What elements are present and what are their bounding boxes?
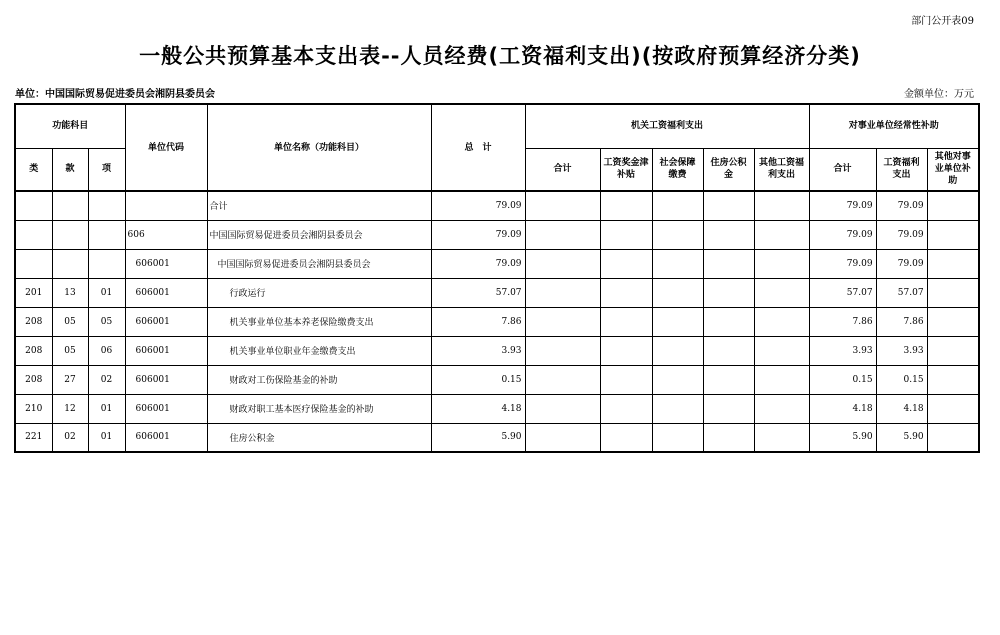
header-inst-salary: 工资福利支出 (876, 148, 927, 191)
cell-inst-other (927, 394, 979, 423)
cell-xiang: 05 (88, 307, 125, 336)
cell-total: 57.07 (431, 278, 525, 307)
cell-total: 79.09 (431, 191, 525, 220)
cell-kuan: 27 (52, 365, 88, 394)
cell-xiang (88, 220, 125, 249)
cell-org-social (652, 307, 703, 336)
cell-unit-name: 住房公积金 (207, 423, 431, 452)
cell-inst-subtotal: 0.15 (809, 365, 876, 394)
table-row (15, 249, 979, 278)
cell-kuan: 02 (52, 423, 88, 452)
header-inst-subtotal: 合计 (809, 148, 876, 191)
cell-inst-subtotal: 79.09 (809, 191, 876, 220)
amount-unit: 金额单位：万元 (904, 89, 974, 100)
cell-total: 79.09 (431, 220, 525, 249)
cell-lei (15, 249, 52, 278)
cell-org-bonus (600, 278, 652, 307)
cell-org-bonus (600, 307, 652, 336)
budget-table (14, 103, 980, 453)
cell-inst-other (927, 365, 979, 394)
cell-lei (15, 220, 52, 249)
form-code: 部门公开表09 (911, 16, 974, 27)
cell-org-housing (703, 423, 754, 452)
header-total: 总 计 (431, 104, 525, 191)
cell-kuan: 05 (52, 307, 88, 336)
cell-xiang: 01 (88, 278, 125, 307)
cell-org-subtotal (525, 394, 600, 423)
cell-org-social (652, 394, 703, 423)
cell-inst-salary: 7.86 (876, 307, 927, 336)
cell-lei: 208 (15, 365, 52, 394)
page-title: 一般公共预算基本支出表--人员经费(工资福利支出)(按政府预算经济分类) (139, 44, 861, 68)
cell-inst-other (927, 278, 979, 307)
cell-org-social (652, 191, 703, 220)
header-func-subject: 功能科目 (15, 104, 125, 148)
cell-org-housing (703, 191, 754, 220)
cell-org-subtotal (525, 249, 600, 278)
cell-total: 3.93 (431, 336, 525, 365)
table-row (15, 191, 979, 220)
cell-org-subtotal (525, 191, 600, 220)
cell-org-bonus (600, 365, 652, 394)
cell-xiang: 06 (88, 336, 125, 365)
cell-inst-subtotal: 5.90 (809, 423, 876, 452)
cell-org-bonus (600, 191, 652, 220)
cell-unit-name: 财政对工伤保险基金的补助 (207, 365, 431, 394)
cell-unit-code (125, 191, 207, 220)
cell-org-other (754, 423, 809, 452)
cell-xiang (88, 191, 125, 220)
cell-unit-code: 606001 (125, 278, 207, 307)
cell-unit-name: 机关事业单位基本养老保险缴费支出 (207, 307, 431, 336)
header-org-social: 社会保障缴费 (652, 148, 703, 191)
cell-inst-salary: 4.18 (876, 394, 927, 423)
cell-kuan (52, 249, 88, 278)
cell-unit-name: 财政对职工基本医疗保险基金的补助 (207, 394, 431, 423)
cell-org-social (652, 220, 703, 249)
header-lei: 类 (15, 148, 52, 191)
cell-xiang: 02 (88, 365, 125, 394)
cell-inst-salary: 3.93 (876, 336, 927, 365)
cell-org-housing (703, 336, 754, 365)
cell-inst-subtotal: 57.07 (809, 278, 876, 307)
table-row (15, 278, 979, 307)
unit-label: 单位： (15, 89, 45, 100)
cell-total: 5.90 (431, 423, 525, 452)
cell-org-other (754, 278, 809, 307)
cell-org-bonus (600, 394, 652, 423)
cell-unit-name: 中国国际贸易促进委员会湘阴县委员会 (207, 249, 431, 278)
header-org-housing: 住房公积金 (703, 148, 754, 191)
cell-org-bonus (600, 249, 652, 278)
table-row (15, 220, 979, 249)
cell-lei (15, 191, 52, 220)
cell-total: 79.09 (431, 249, 525, 278)
cell-unit-code: 606001 (125, 394, 207, 423)
unit-line (15, 85, 215, 100)
table-row (15, 365, 979, 394)
table-row (15, 336, 979, 365)
cell-org-housing (703, 278, 754, 307)
cell-unit-code: 606 (125, 220, 207, 249)
table-body (15, 191, 979, 452)
cell-unit-name: 合计 (207, 191, 431, 220)
cell-org-housing (703, 220, 754, 249)
table-row (15, 307, 979, 336)
cell-org-social (652, 249, 703, 278)
cell-lei: 221 (15, 423, 52, 452)
cell-org-housing (703, 365, 754, 394)
cell-inst-salary: 79.09 (876, 220, 927, 249)
cell-org-social (652, 336, 703, 365)
cell-lei: 201 (15, 278, 52, 307)
cell-xiang (88, 249, 125, 278)
cell-kuan (52, 220, 88, 249)
cell-kuan: 13 (52, 278, 88, 307)
cell-org-other (754, 307, 809, 336)
cell-inst-other (927, 191, 979, 220)
cell-lei: 208 (15, 307, 52, 336)
header-inst-group: 对事业单位经常性补助 (809, 104, 979, 148)
cell-org-social (652, 423, 703, 452)
table-row (15, 423, 979, 452)
header-inst-other: 其他对事业单位补助 (927, 148, 979, 191)
cell-inst-salary: 0.15 (876, 365, 927, 394)
cell-unit-code: 606001 (125, 423, 207, 452)
cell-total: 0.15 (431, 365, 525, 394)
cell-unit-code: 606001 (125, 336, 207, 365)
cell-inst-other (927, 423, 979, 452)
unit-name: 中国国际贸易促进委员会湘阴县委员会 (45, 89, 215, 100)
cell-org-housing (703, 307, 754, 336)
cell-org-other (754, 336, 809, 365)
cell-org-subtotal (525, 336, 600, 365)
cell-org-other (754, 365, 809, 394)
cell-inst-subtotal: 3.93 (809, 336, 876, 365)
cell-org-bonus (600, 220, 652, 249)
cell-inst-salary: 79.09 (876, 249, 927, 278)
cell-org-subtotal (525, 278, 600, 307)
cell-org-housing (703, 394, 754, 423)
cell-unit-code: 606001 (125, 307, 207, 336)
header-unit-code: 单位代码 (125, 104, 207, 191)
cell-inst-subtotal: 7.86 (809, 307, 876, 336)
cell-unit-name: 中国国际贸易促进委员会湘阴县委员会 (207, 220, 431, 249)
header-xiang: 项 (88, 148, 125, 191)
cell-org-other (754, 220, 809, 249)
cell-org-other (754, 191, 809, 220)
cell-org-other (754, 249, 809, 278)
cell-inst-subtotal: 79.09 (809, 249, 876, 278)
cell-org-subtotal (525, 220, 600, 249)
cell-unit-code: 606001 (125, 365, 207, 394)
header-org-bonus: 工资奖金津补贴 (600, 148, 652, 191)
cell-inst-other (927, 307, 979, 336)
cell-xiang: 01 (88, 394, 125, 423)
cell-unit-code: 606001 (125, 249, 207, 278)
cell-xiang: 01 (88, 423, 125, 452)
cell-kuan (52, 191, 88, 220)
cell-total: 4.18 (431, 394, 525, 423)
table-row (15, 394, 979, 423)
cell-inst-other (927, 336, 979, 365)
header-kuan: 款 (52, 148, 88, 191)
cell-org-subtotal (525, 423, 600, 452)
cell-org-subtotal (525, 365, 600, 394)
cell-total: 7.86 (431, 307, 525, 336)
cell-org-social (652, 278, 703, 307)
cell-kuan: 05 (52, 336, 88, 365)
header-org-other: 其他工资福利支出 (754, 148, 809, 191)
cell-org-other (754, 394, 809, 423)
cell-inst-other (927, 220, 979, 249)
cell-org-subtotal (525, 307, 600, 336)
cell-org-bonus (600, 423, 652, 452)
cell-inst-subtotal: 4.18 (809, 394, 876, 423)
cell-inst-subtotal: 79.09 (809, 220, 876, 249)
table-header (15, 104, 979, 191)
cell-org-housing (703, 249, 754, 278)
cell-lei: 208 (15, 336, 52, 365)
cell-org-bonus (600, 336, 652, 365)
header-org-subtotal: 合计 (525, 148, 600, 191)
cell-org-social (652, 365, 703, 394)
cell-inst-salary: 5.90 (876, 423, 927, 452)
cell-unit-name: 行政运行 (207, 278, 431, 307)
cell-inst-other (927, 249, 979, 278)
cell-inst-salary: 57.07 (876, 278, 927, 307)
cell-kuan: 12 (52, 394, 88, 423)
header-org-salary-group: 机关工资福利支出 (525, 104, 809, 148)
cell-lei: 210 (15, 394, 52, 423)
cell-unit-name: 机关事业单位职业年金缴费支出 (207, 336, 431, 365)
cell-inst-salary: 79.09 (876, 191, 927, 220)
header-unit-name: 单位名称（功能科目） (207, 104, 431, 191)
